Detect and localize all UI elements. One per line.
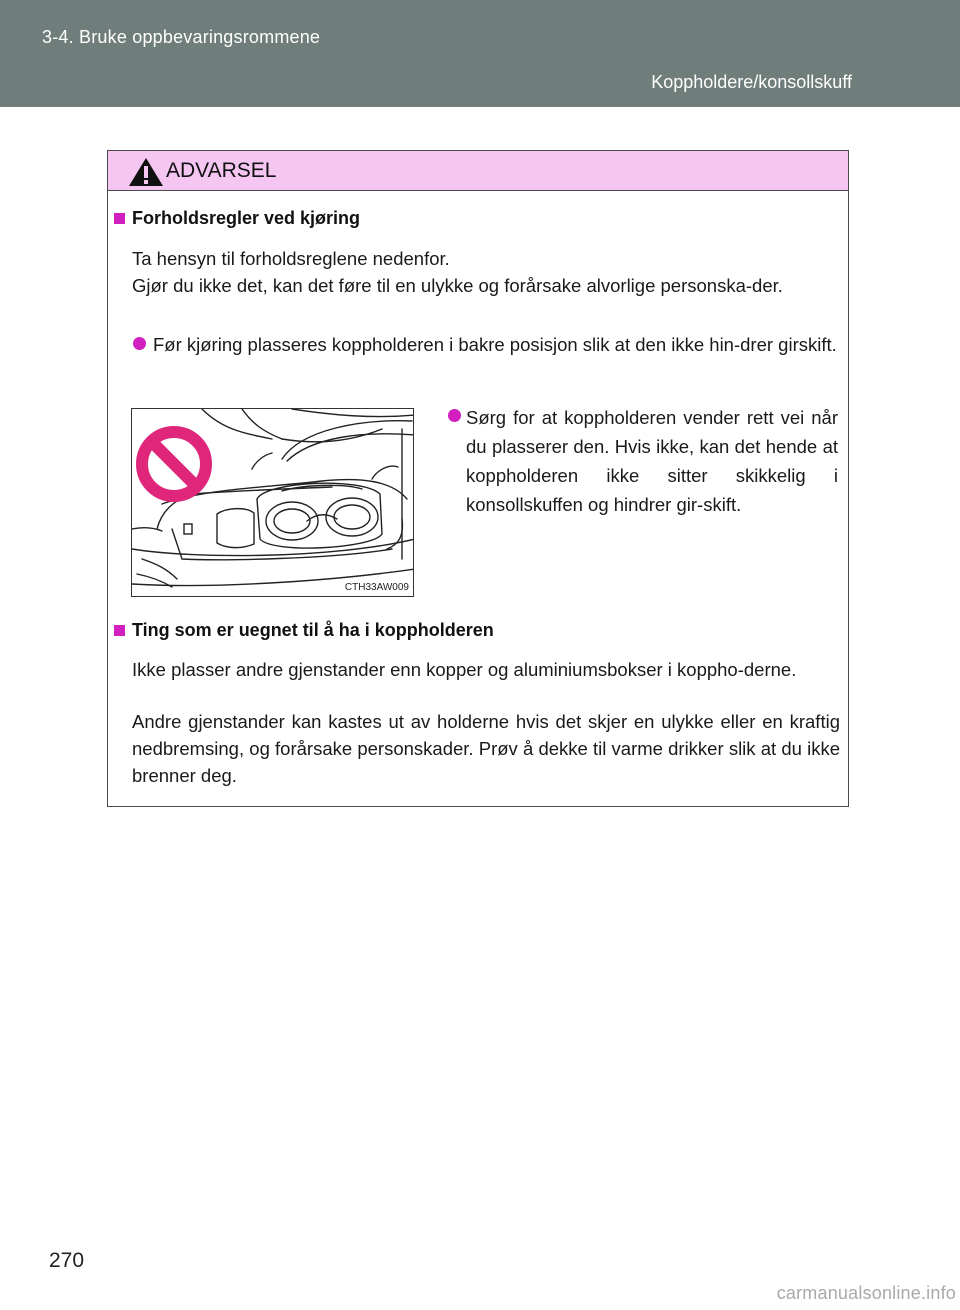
page-number: 270 xyxy=(49,1249,85,1272)
section-title: 3-4. Bruke oppbevaringsrommene xyxy=(42,27,321,47)
section1-bullet1: Før kjøring plasseres koppholderen i bakre posisjon slik at den ikke hin-drer girskift. xyxy=(153,334,837,355)
square-bullet-icon xyxy=(114,213,125,224)
section2-para1: Ikke plasser andre gjenstander enn kopper og aluminiumsbokser i koppho-derne. xyxy=(132,659,797,680)
cupholder-illustration xyxy=(131,408,414,597)
square-bullet-icon xyxy=(114,625,125,636)
section1-intro-line2: Gjør du ikke det, kan det føre til en ulykke og forårsake alvorlige personska-der. xyxy=(132,275,783,296)
warning-title: ADVARSEL xyxy=(166,159,277,182)
cupholder-drawing xyxy=(132,409,414,597)
page-header xyxy=(0,0,960,107)
prohibition-icon xyxy=(142,432,206,496)
round-bullet-icon xyxy=(133,337,146,350)
section1-bullet2: Sørg for at koppholderen vender rett vei når du plasserer den. Hvis ikke, kan det hende at koppholderen ikke sitter skikkelig i konsollskuffen og hindrer gir-skift. xyxy=(466,407,838,515)
section1-intro-line1: Ta hensyn til forholdsreglene nedenfor. xyxy=(132,248,450,269)
warning-header xyxy=(108,151,848,191)
figure-code: CTH33AW009 xyxy=(344,582,409,593)
section2-heading: Ting som er uegnet til å ha i koppholderen xyxy=(132,620,494,640)
section1-heading: Forholdsregler ved kjøring xyxy=(132,208,361,228)
round-bullet-icon xyxy=(448,409,461,422)
watermark: carmanualsonline.info xyxy=(776,1283,956,1303)
section2-para2: Andre gjenstander kan kastes ut av holderne hvis det skjer en ulykke eller en kraftig nedbremsing, og forårsake personskader. Prøv å dekke til varme drikker slik at du ikke brenner deg. xyxy=(132,711,840,786)
page-subtitle: Koppholdere/konsollskuff xyxy=(651,72,852,92)
warning-triangle-icon xyxy=(128,157,164,187)
